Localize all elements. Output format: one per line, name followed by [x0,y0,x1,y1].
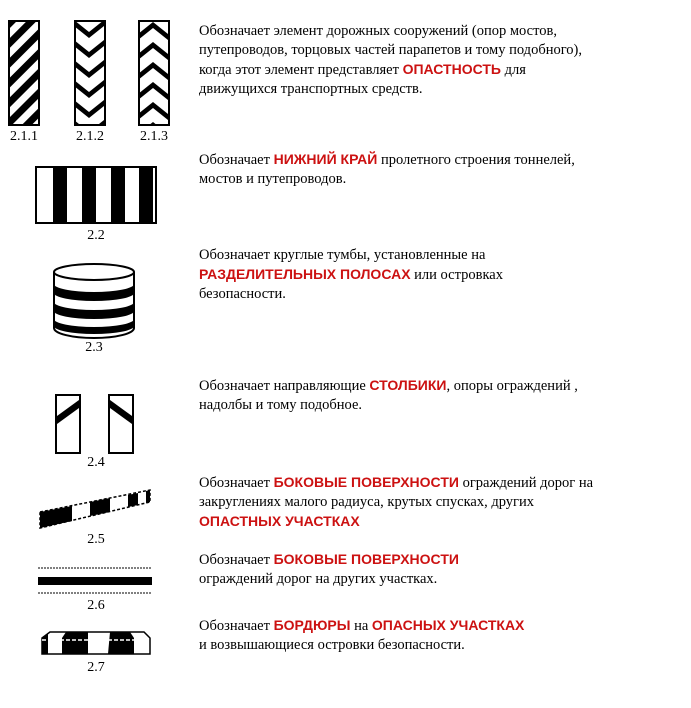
sign-2-2-stripes [35,166,157,224]
sign-2-1-1-chevron-post [8,20,40,126]
description-2-2: Обозначает НИЖНИЙ КРАЙ пролетного строения тоннелей, мостов и путепроводов. [199,151,575,187]
label-2-7: 2.7 [87,660,105,675]
sign-2-5-barrier [38,488,154,532]
sign-2-6-horizontal-line [38,566,152,596]
sign-2-1-3-chevron-post [138,20,170,126]
label-2-5: 2.5 [87,532,105,547]
description-2-4: Обозначает направляющие СТОЛБИКИ, опоры ограждений , надолбы и тому подобное. [199,377,578,413]
description-2-6: Обозначает БОКОВЫЕ ПОВЕРХНОСТИ ограждений дорог на других участках. [199,551,459,587]
label-2-1-3: 2.1.3 [140,129,168,144]
description-2-7: Обозначает БОРДЮРЫ на ОПАСНЫХ УЧАСТКАХ и возвышающиеся островки безопасности. [199,617,525,653]
description-2-1: Обозначает элемент дорожных сооружений (опор мостов, путепроводов, торцовых частей парапетов и тому подобного), когда этот элемент представляет ОПАСТНОСТЬ для движущихся транспортных средств. [199,23,582,97]
sign-2-3-round-bollard [52,262,136,340]
label-2-4: 2.4 [87,455,105,470]
label-2-2: 2.2 [87,228,105,243]
description-2-3: Обозначает круглые тумбы, установленные на РАЗДЕЛИТЕЛЬНЫХ ПОЛОСАХ или островках безопасности. [199,247,503,302]
description-2-5: Обозначает БОКОВЫЕ ПОВЕРХНОСТИ ограждений дорог на закруглениях малого радиуса, крутых спусках, других ОПАСТНЫХ УЧАСТКАХ [199,474,594,529]
label-2-1-2: 2.1.2 [76,129,104,144]
label-2-1-1: 2.1.1 [10,129,38,144]
sign-2-7-curb [40,630,152,658]
label-2-6: 2.6 [87,598,105,613]
sign-2-1-2-chevron-post [74,20,106,126]
sign-2-4-guide-posts [55,394,137,454]
label-2-3: 2.3 [85,340,103,355]
